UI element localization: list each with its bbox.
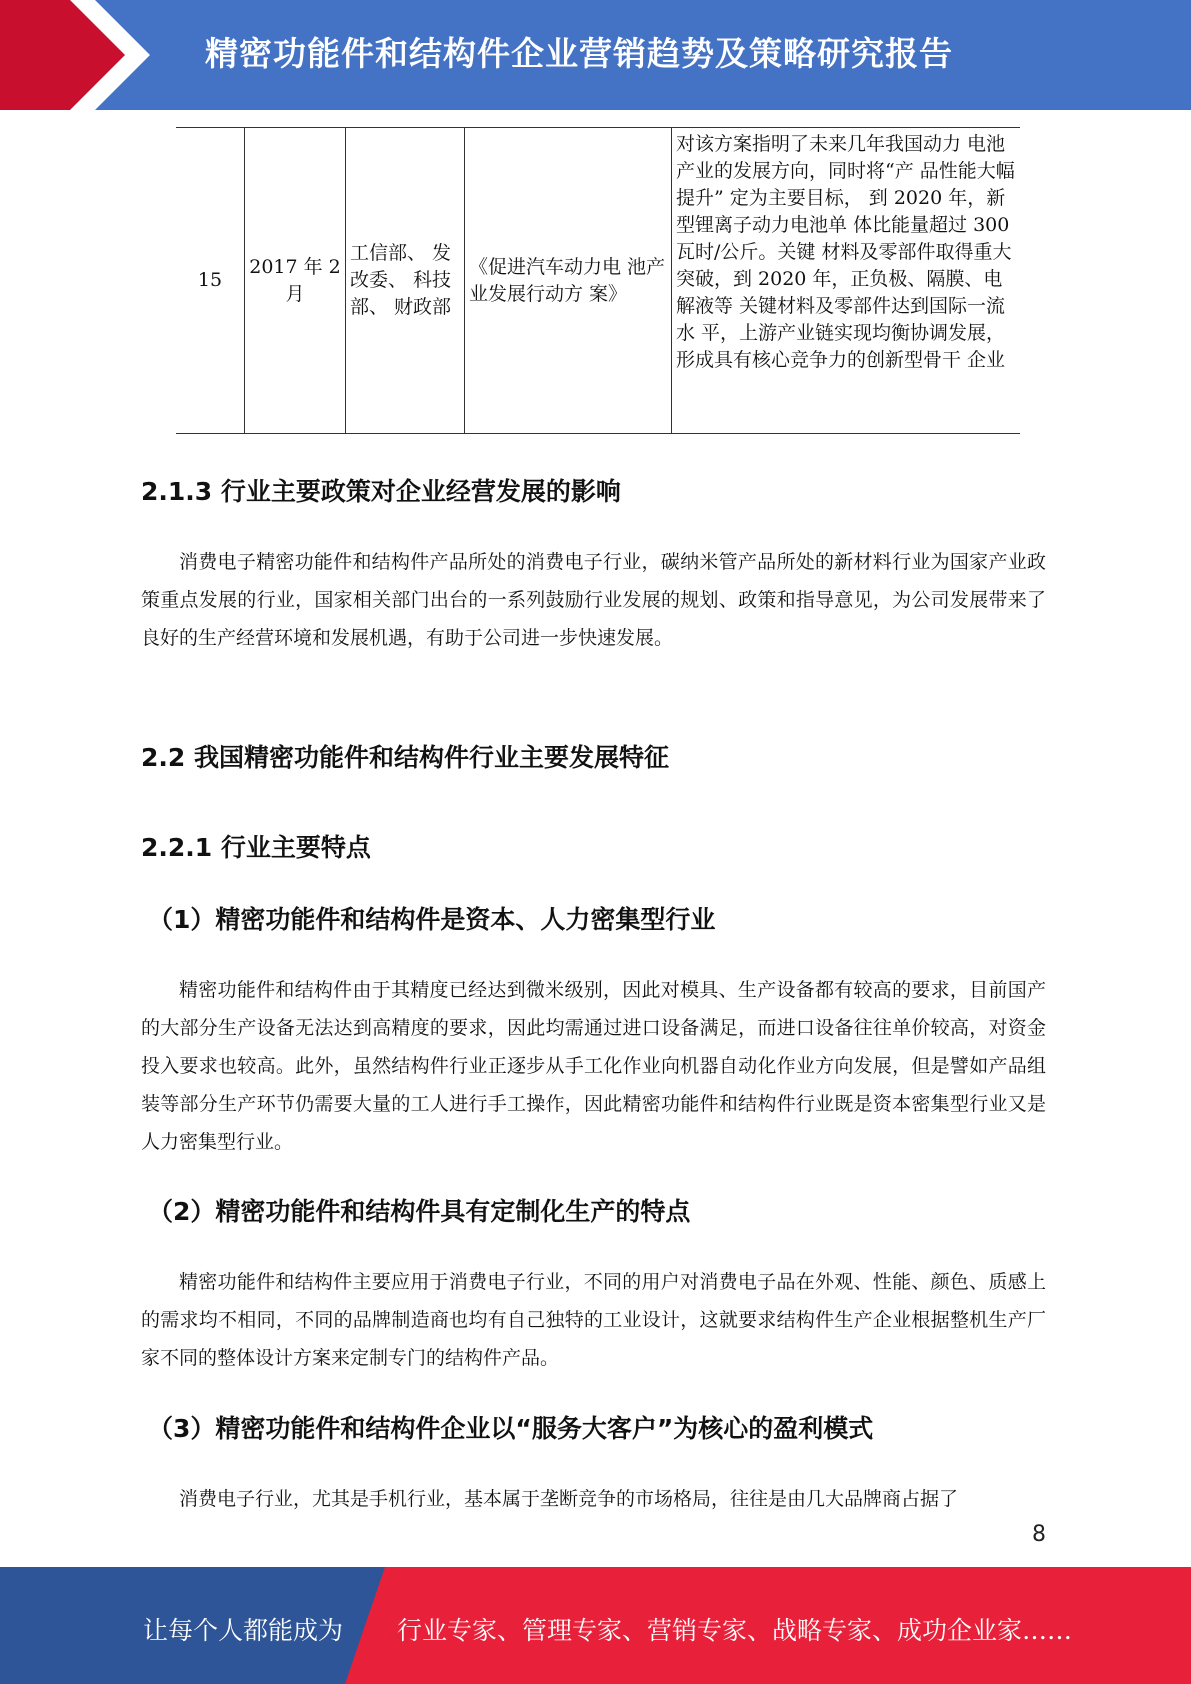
section-heading-2-1-3: 2.1.3 行业主要政策对企业经营发展的影响 [141,477,621,506]
feature-heading-1: （1）精密功能件和结构件是资本、人力密集型行业 [148,905,716,934]
row-policy-name: 《促进汽车动力电 池产业发展行动方 案》 [465,128,672,434]
row-description: 对该方案指明了未来几年我国动力 电池产业的发展方向，同时将“产 品性能大幅提升” 定为主要目标， 到 2020 年，新型锂离子动力电池单 体比能量超过 300 瓦时/公斤。关键 材料及零部件取得重大突破，到 2020 年，正负极、隔膜、电解液等 关键材料及零部件达到国际一流水 平，上游产业链实现均衡协调发展， 形成具有核心竞争力的创新型骨干 企业 [672,128,1021,434]
feature-paragraph-1: 精密功能件和结构件由于其精度已经达到微米级别，因此对模具、生产设备都有较高的要求，目前国产的大部分生产设备无法达到高精度的要求，因此均需通过进口设备满足，而进口设备往往单价较高，对资金投入要求也较高。此外，虽然结构件行业正逐步从手工化作业向机器自动化作业方向发展，但是譬如产品组装等部分生产环节仍需要大量的工人进行手工操作，因此精密功能件和结构件行业既是资本密集型行业又是人力密集型行业。 [141,979,1046,1153]
row-departments: 工信部、 发改委、 科技部、 财政部 [346,128,465,434]
page-footer [0,1567,1191,1684]
table-row [176,128,1020,434]
footer-slogan-left: 让每个人都能成为 [143,1616,344,1645]
policy-table [176,127,1020,434]
section-heading-2-2-1: 2.2.1 行业主要特点 [141,833,371,862]
feature-paragraph-3: 消费电子行业，尤其是手机行业，基本属于垄断竞争的市场格局，往往是由几大品牌商占据了 [179,1488,959,1510]
feature-paragraph-2: 精密功能件和结构件主要应用于消费电子行业，不同的用户对消费电子品在外观、性能、颜色、质感上的需求均不相同，不同的品牌制造商也均有自己独特的工业设计，这就要求结构件生产企业根据整机生产厂家不同的整体设计方案来定制专门的结构件产品。 [141,1271,1046,1369]
section-heading-2-2: 2.2 我国精密功能件和结构件行业主要发展特征 [141,743,669,772]
row-number: 15 [176,128,245,434]
footer-slogan-right: 行业专家、管理专家、营销专家、战略专家、成功企业家…… [397,1616,1073,1645]
feature-heading-3: （3）精密功能件和结构件企业以“服务大客户”为核心的盈利模式 [148,1414,874,1443]
section-paragraph: 消费电子精密功能件和结构件产品所处的消费电子行业，碳纳米管产品所处的新材料行业为国家产业政策重点发展的行业，国家相关部门出台的一系列鼓励行业发展的规划、政策和指导意见，为公司发展带来了良好的生产经营环境和发展机遇，有助于公司进一步快速发展。 [141,551,1046,649]
feature-heading-2: （2）精密功能件和结构件具有定制化生产的特点 [148,1197,691,1226]
report-title: 精密功能件和结构件企业营销趋势及策略研究报告 [205,34,953,73]
page-number: 8 [1032,1522,1046,1547]
page-header [0,0,1191,110]
row-date: 2017 年 2月 [245,128,346,434]
header-chevron-icon [0,0,160,110]
